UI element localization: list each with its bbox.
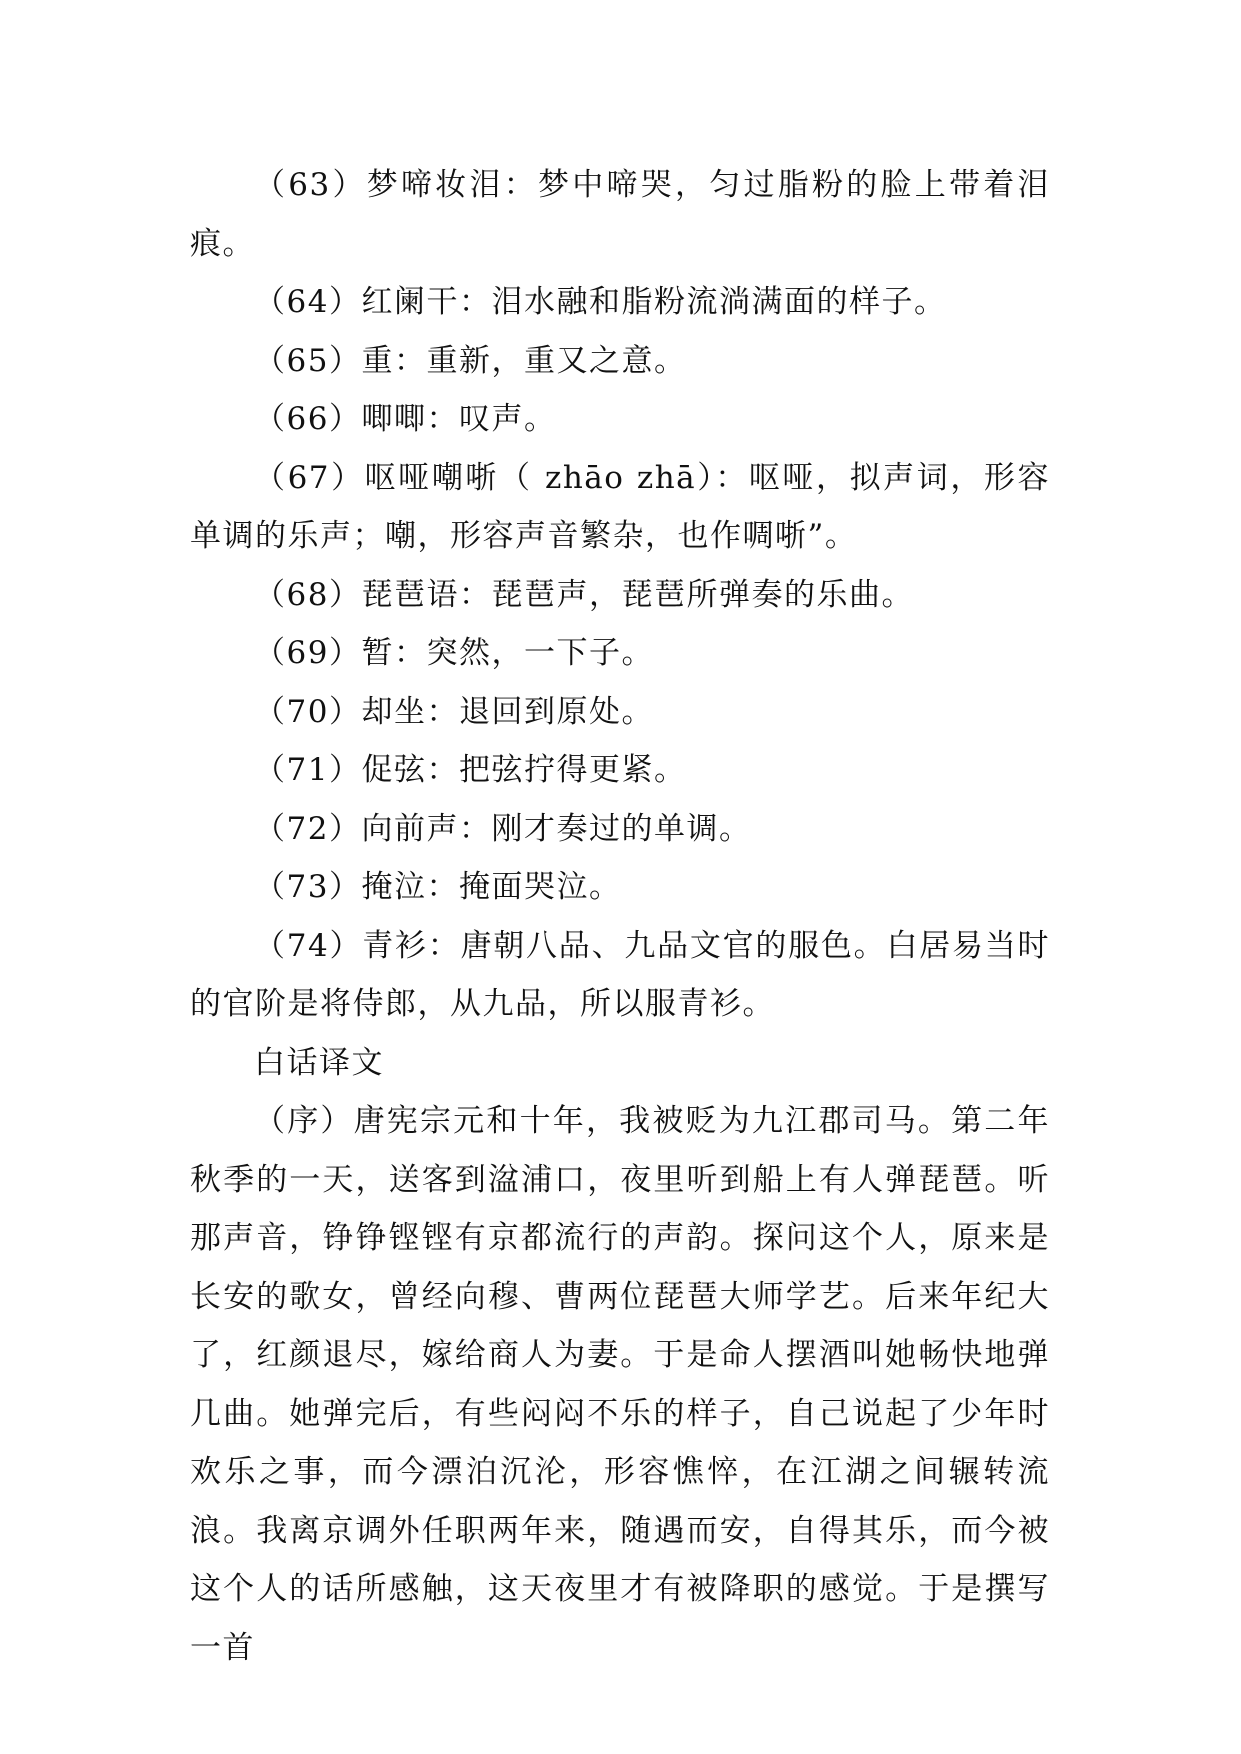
note-66: （66）唧唧：叹声。 xyxy=(254,401,557,437)
note-63: （63）梦啼妆泪：梦中啼哭，匀过脂粉的脸上带着泪痕。 xyxy=(190,167,1050,262)
note-74: （74）青衫：唐朝八品、九品文官的服色。白居易当时的官阶是将侍郎，从九品，所以服青衫。 xyxy=(190,927,1050,1022)
note-68: （68）琵琶语：琵琶声，琵琶所弹奏的乐曲。 xyxy=(254,576,914,613)
note-72: （72）向前声：刚才奏过的单调。 xyxy=(254,810,752,847)
note-67: （67）呕哑嘲哳（ zhāo zhā）：呕哑，拟声词，形容单调的乐声；嘲，形容声音繁杂，也作啁哳”。 xyxy=(190,459,1050,554)
note-64: （64）红阑干：泪水融和脂粉流淌满面的样子。 xyxy=(254,284,947,320)
note-70: （70）却坐：退回到原处。 xyxy=(254,693,654,730)
document-body xyxy=(190,156,1050,1677)
translation-paragraph: （序）唐宪宗元和十年，我被贬为九江郡司马。第二年秋季的一天，送客到湓浦口，夜里听到船上有人弹琵琶。听那声音，铮铮铿铿有京都流行的声韵。探问这个人，原来是长安的歌女，曾经向穆、曹两位琵琶大师学艺。后来年纪大了，红颜退尽，嫁给商人为妻。于是命人摆酒叫她畅快地弹几曲。她弹完后，有些闷闷不乐的样子，自己说起了少年时欢乐之事，而今漂泊沉沦，形容憔悴，在江湖之间辗转流浪。我离京调外任职两年来，随遇而安，自得其乐，而今被这个人的话所感触，这天夜里才有被降职的感觉。于是撰写一首 xyxy=(190,1103,1050,1666)
note-65: （65）重：重新，重又之意。 xyxy=(254,342,687,379)
note-71: （71）促弦：把弦拧得更紧。 xyxy=(254,752,687,788)
section-heading: 白话译文 xyxy=(254,1044,384,1081)
note-73: （73）掩泣：掩面哭泣。 xyxy=(254,869,622,905)
note-69: （69）暂：突然，一下子。 xyxy=(254,635,654,671)
